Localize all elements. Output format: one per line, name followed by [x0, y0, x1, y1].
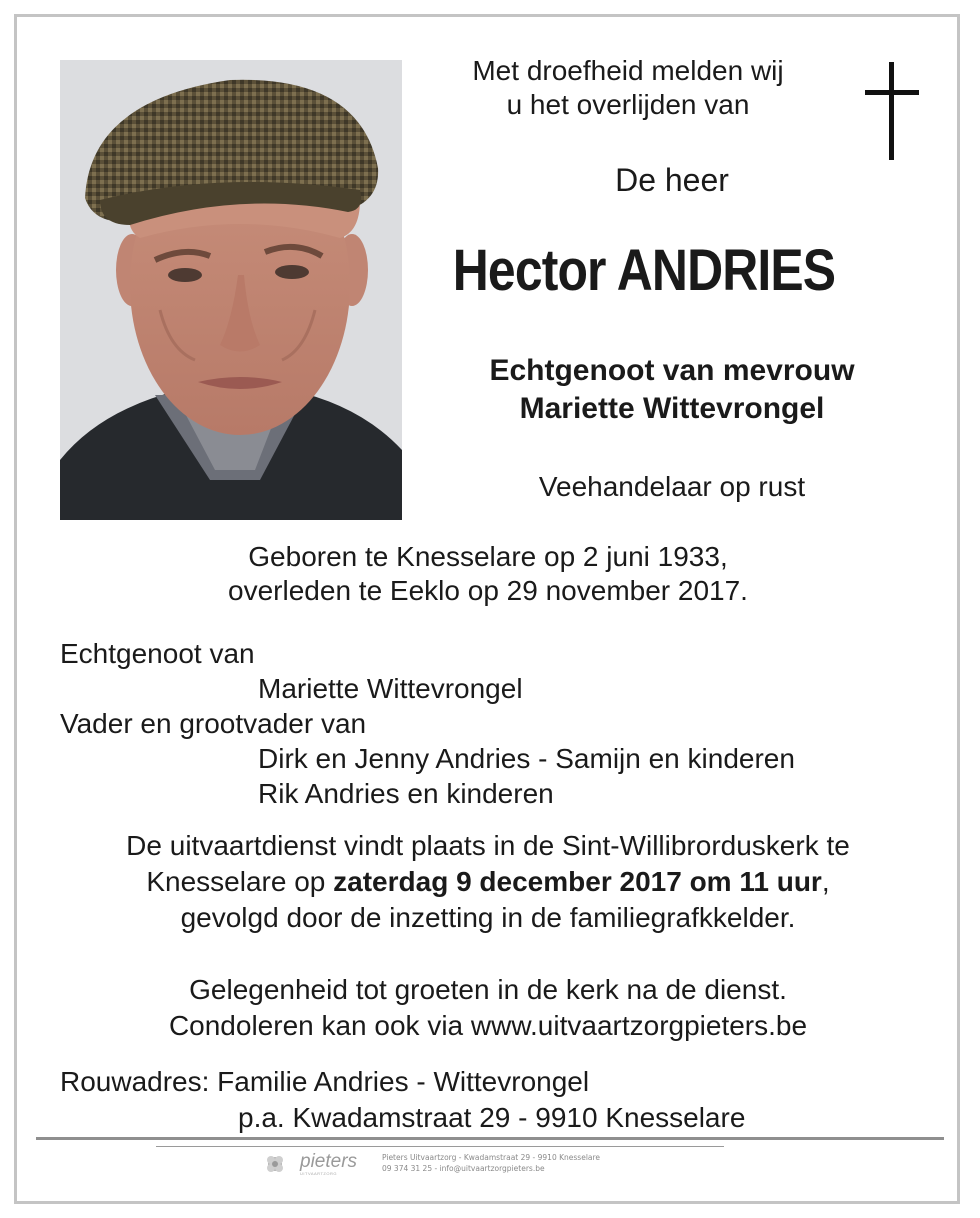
service-line-2-suffix: , — [821, 866, 830, 897]
family-list — [60, 636, 795, 811]
intro-line-2: u het overlijden van — [506, 89, 750, 120]
died-line: overleden te Eeklo op 29 november 2017. — [228, 575, 748, 606]
flower-icon — [264, 1153, 296, 1175]
spouse-name: Mariette Wittevrongel — [258, 673, 523, 704]
child-line: Dirk en Jenny Andries - Samijn en kinderen — [258, 743, 795, 774]
spouse-heading — [489, 352, 854, 428]
portrait-photo — [60, 60, 402, 520]
occupation: Veehandelaar op rust — [538, 471, 806, 502]
footer-line-2: 09 374 31 25 - info@uitvaartzorgpieters.be — [382, 1164, 545, 1173]
intro-text — [472, 54, 783, 122]
condolence-info — [169, 972, 807, 1044]
honorific: De heer — [615, 162, 729, 198]
footer-line-1: Pieters Uitvaartzorg - Kwadamstraat 29 - 9910 Knesselare — [382, 1153, 601, 1162]
child-line: Rik Andries en kinderen — [258, 778, 554, 809]
deceased-name: Hector ANDRIES — [452, 238, 836, 303]
birth-death-dates — [228, 540, 748, 608]
cross-icon — [862, 62, 922, 160]
address-line-1: Rouwadres: Familie Andries - Wittevrongel — [60, 1066, 590, 1097]
children-label: Vader en grootvader van — [60, 708, 367, 739]
service-line-2-prefix: Knesselare op — [146, 866, 334, 897]
service-datetime: zaterdag 9 december 2017 om 11 uur — [333, 866, 822, 897]
mourning-address — [60, 1064, 745, 1136]
footer-divider-thin — [156, 1146, 724, 1147]
intro-line-1: Met droefheid melden wij — [472, 55, 784, 86]
spouse-line-1: Echtgenoot van mevrouw — [489, 354, 855, 387]
address-line-2: p.a. Kwadamstraat 29 - 9910 Knesselare — [238, 1102, 746, 1133]
born-line: Geboren te Knesselare op 2 juni 1933, — [248, 541, 728, 572]
footer-contact — [382, 1152, 600, 1174]
service-line-2 — [126, 864, 850, 900]
service-line-3: gevolgd door de inzetting in de familiegrafkkelder. — [180, 902, 796, 933]
funeral-home-logo — [264, 1152, 357, 1176]
logo-word: pieters — [300, 1151, 358, 1172]
portrait-illustration — [60, 60, 402, 520]
logo-tagline: UITVAARTZORG — [300, 1171, 337, 1176]
condolence-line-2: Condoleren kan ook via www.uitvaartzorgpieters.be — [168, 1010, 808, 1041]
service-info — [126, 828, 850, 936]
service-line-1: De uitvaartdienst vindt plaats in de Sint-Willibrorduskerk te — [126, 830, 850, 861]
condolence-line-1: Gelegenheid tot groeten in de kerk na de dienst. — [189, 974, 787, 1005]
spouse-line-2: Mariette Wittevrongel — [519, 392, 825, 425]
footer-divider — [36, 1137, 944, 1140]
spouse-label: Echtgenoot van — [60, 638, 255, 669]
